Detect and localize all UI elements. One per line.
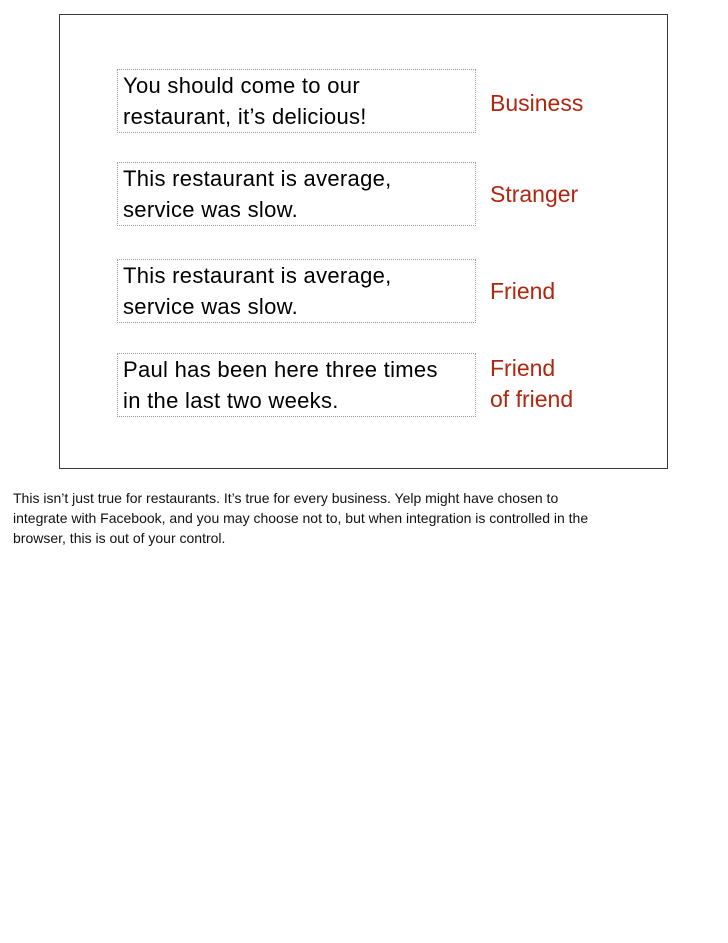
notes-line: This isn’t just true for restaurants. It’s true for every business. Yelp might have chosen to bbox=[13, 490, 559, 506]
notes-line: integrate with Facebook, and you may choose not to, but when integration is controlled in the bbox=[13, 510, 589, 526]
quote-line: service was slow. bbox=[123, 294, 299, 319]
source-label-friend-of-friend bbox=[490, 353, 573, 415]
source-label-text: Stranger bbox=[490, 181, 579, 207]
quote-line: in the last two weeks. bbox=[123, 388, 339, 413]
quote-line: Paul has been here three times bbox=[123, 357, 438, 382]
notes-line: browser, this is out of your control. bbox=[13, 530, 226, 546]
speaker-notes bbox=[13, 488, 713, 548]
source-label-text: Friend bbox=[490, 278, 556, 304]
source-label-text: of friend bbox=[490, 386, 574, 412]
quote-line: This restaurant is average, bbox=[123, 263, 392, 288]
quote-box-friend bbox=[117, 259, 476, 323]
source-label-text: Friend bbox=[490, 355, 556, 381]
quote-box-business bbox=[117, 69, 476, 133]
quote-line: service was slow. bbox=[123, 197, 299, 222]
source-label-stranger bbox=[490, 179, 578, 210]
quote-box-friend-of-friend bbox=[117, 353, 476, 417]
quote-line: restaurant, it’s delicious! bbox=[123, 104, 367, 129]
quote-box-stranger bbox=[117, 162, 476, 226]
source-label-text: Business bbox=[490, 90, 584, 116]
source-label-business bbox=[490, 88, 583, 119]
source-label-friend bbox=[490, 276, 555, 307]
quote-line: You should come to our bbox=[123, 73, 360, 98]
quote-line: This restaurant is average, bbox=[123, 166, 392, 191]
